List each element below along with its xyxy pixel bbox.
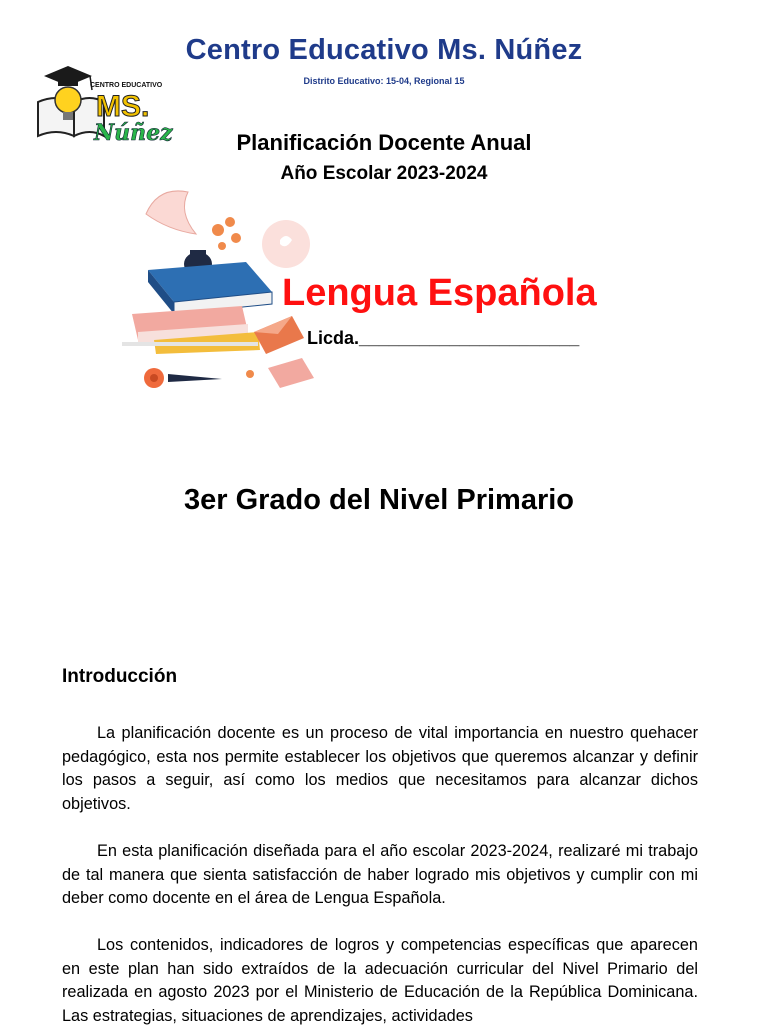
school-year: Año Escolar 2023-2024 [280, 163, 488, 184]
grade-title: 3er Grado del Nivel Primario [183, 484, 575, 516]
plan-title: Planificación Docente Anual [236, 130, 532, 155]
intro-heading: Introducción [62, 666, 178, 687]
teacher-line: Licda.______________________ [307, 328, 580, 348]
pen-icon [168, 374, 222, 382]
intro-paragraph-2: En esta planificación diseñada para el año escolar 2023-2024, realizaré mi trabajo de tal manera que sienta satisfacción de haber logrado mis objetivos y cumplir con mi deber como docente en el área de Lengua Española. [62, 842, 698, 907]
school-name: Centro Educativo Ms. Núñez [185, 34, 583, 66]
subject-title: Lengua Española [282, 272, 597, 314]
quill-icon [146, 191, 196, 234]
lightbulb-icon [55, 87, 81, 113]
intro-paragraph-3: Los contenidos, indicadores de logros y competencias específicas que aparecen en este plan han sido extraídos de la adecuación curricular del Nivel Primario del realizada en agosto 2023 por el Ministerio de Educación de la República Dominicana. Las estrategias, situaciones de aprendizajes, actividades [62, 936, 698, 1025]
intro-paragraph-1: La planificación docente es un proceso de vital importancia en nuestro quehacer pedagógico, esta nos permite establecer los objetivos que queremos alcanzar y definir los pasos a seguir, así como los medios que necesitamos para alcanzar dichos objetivos. [62, 724, 698, 813]
logo-nunez-text: Núñez [94, 120, 173, 146]
envelope-small-icon [268, 358, 314, 388]
district-info: Distrito Educativo: 15-04, Regional 15 [303, 76, 465, 86]
logo-ms-text: MS. [96, 90, 150, 123]
logo-top-text: CENTRO EDUCATIVO [90, 82, 163, 89]
